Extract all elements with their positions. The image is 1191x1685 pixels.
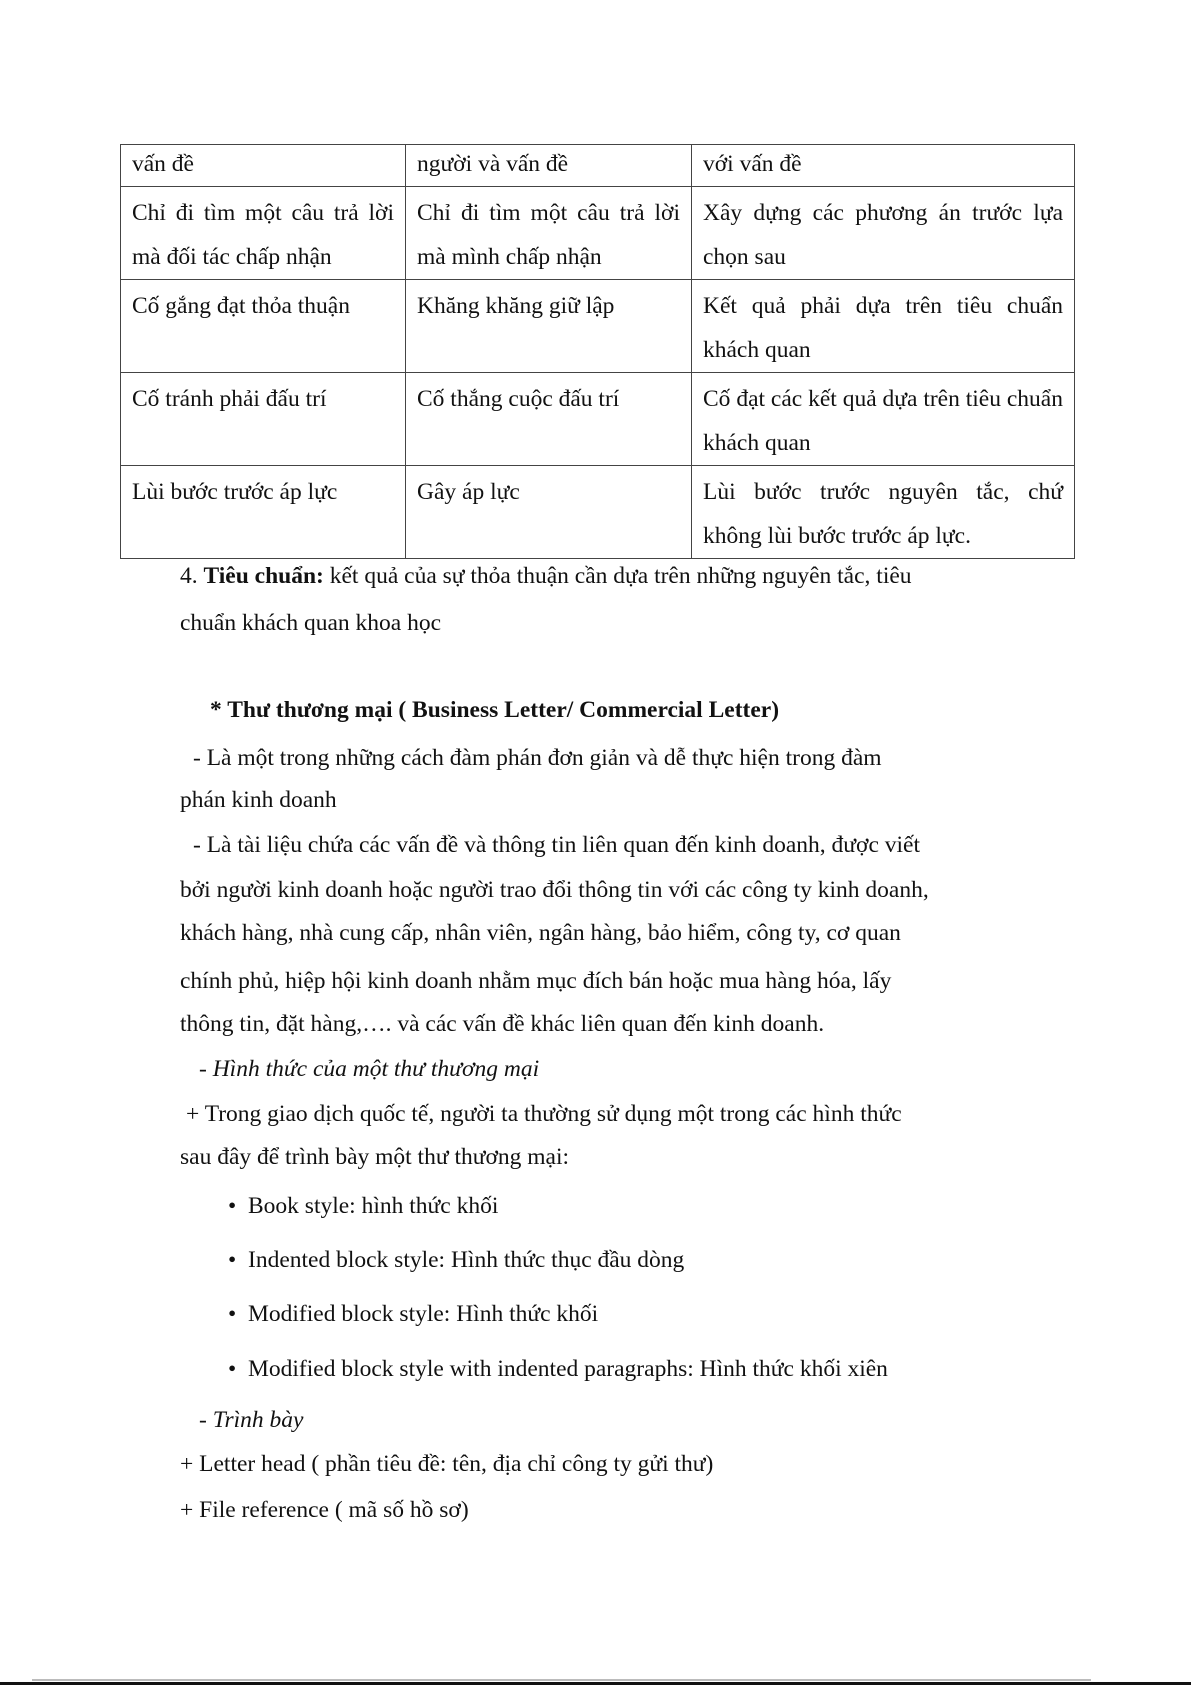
- bullet-icon: •: [228, 1247, 237, 1273]
- table-cell: với vấn đề: [692, 145, 1075, 187]
- table-cell: Gây áp lực: [406, 466, 692, 559]
- document-body: [0, 144, 1191, 1535]
- bullet-item: [228, 1299, 1191, 1354]
- subheading: - Trình bày: [199, 1407, 304, 1433]
- text-line: + Trong giao dịch quốc tế, người ta thường sử dụng một trong các hình thức: [186, 1101, 902, 1127]
- table-row: [121, 145, 1075, 187]
- bullet-icon: •: [228, 1301, 237, 1327]
- table-cell: Lùi bước trước áp lực: [121, 466, 406, 559]
- text-line: phán kinh doanh: [180, 787, 337, 813]
- section-heading: * Thư thương mại ( Business Letter/ Commercial Letter): [210, 697, 780, 723]
- bullet-text: Modified block style: Hình thức khối: [248, 1301, 599, 1327]
- bold-term: Tiêu chuẩn:: [203, 563, 324, 589]
- table-row: [121, 187, 1075, 280]
- text-line: + Letter head ( phần tiêu đề: tên, địa chỉ công ty gửi thư): [180, 1451, 714, 1477]
- text-line: khách hàng, nhà cung cấp, nhân viên, ngân hàng, bảo hiểm, công ty, cơ quan: [180, 920, 901, 946]
- comparison-table: [120, 144, 1075, 559]
- table-cell: Kết quả phải dựa trên tiêu chuẩn khách quan: [692, 280, 1075, 373]
- table-cell: Chỉ đi tìm một câu trả lời mà đối tác chấp nhận: [121, 187, 406, 280]
- text-line: + File reference ( mã số hồ sơ): [180, 1497, 469, 1523]
- text-line: sau đây để trình bày một thư thương mại:: [180, 1144, 570, 1170]
- bullet-item: [228, 1354, 1191, 1405]
- bullet-item: [228, 1191, 1191, 1245]
- table-cell: Lùi bước trước nguyên tắc, chứ không lùi bước trước áp lực.: [692, 466, 1075, 559]
- bullet-icon: •: [228, 1356, 237, 1382]
- table-cell: vấn đề: [121, 145, 406, 187]
- bullet-icon: •: [228, 1193, 237, 1219]
- table-cell: Cố gắng đạt thỏa thuận: [121, 280, 406, 373]
- table-cell: người và vấn đề: [406, 145, 692, 187]
- bullet-text: Modified block style with indented paragraphs: Hình thức khối xiên: [248, 1356, 888, 1382]
- text-line: - Là tài liệu chứa các vấn đề và thông tin liên quan đến kinh doanh, được viết: [193, 832, 920, 858]
- table-cell: Cố đạt các kết quả dựa trên tiêu chuẩn khách quan: [692, 373, 1075, 466]
- text: kết quả của sự thỏa thuận cần dựa trên những nguyên tắc, tiêu: [323, 563, 912, 589]
- table-row: [121, 280, 1075, 373]
- paragraph-4: [180, 561, 1191, 608]
- table-cell: Khăng khăng giữ lập: [406, 280, 692, 373]
- table-row: [121, 466, 1075, 559]
- table-cell: Cố tránh phải đấu trí: [121, 373, 406, 466]
- text-line: bởi người kinh doanh hoặc người trao đổi thông tin với các công ty kinh doanh,: [180, 877, 929, 903]
- bullet-item: [228, 1245, 1191, 1299]
- subheading: - Hình thức của một thư thương mại: [199, 1056, 540, 1082]
- item-number: 4.: [180, 563, 204, 589]
- text-line: chính phủ, hiệp hội kinh doanh nhằm mục đích bán hoặc mua hàng hóa, lấy: [180, 968, 892, 994]
- page-divider: [32, 1679, 1091, 1681]
- table-cell: Xây dựng các phương án trước lựa chọn sau: [692, 187, 1075, 280]
- bullet-text: Indented block style: Hình thức thục đầu dòng: [248, 1247, 685, 1273]
- text-line: chuẩn khách quan khoa học: [180, 610, 442, 636]
- text-line: - Là một trong những cách đàm phán đơn giản và dễ thực hiện trong đàm: [193, 745, 882, 771]
- table-row: [121, 373, 1075, 466]
- table-cell: Chỉ đi tìm một câu trả lời mà mình chấp nhận: [406, 187, 692, 280]
- table-cell: Cố thắng cuộc đấu trí: [406, 373, 692, 466]
- bullet-text: Book style: hình thức khối: [248, 1193, 499, 1219]
- text-line: thông tin, đặt hàng,…. và các vấn đề khác liên quan đến kinh doanh.: [180, 1011, 825, 1037]
